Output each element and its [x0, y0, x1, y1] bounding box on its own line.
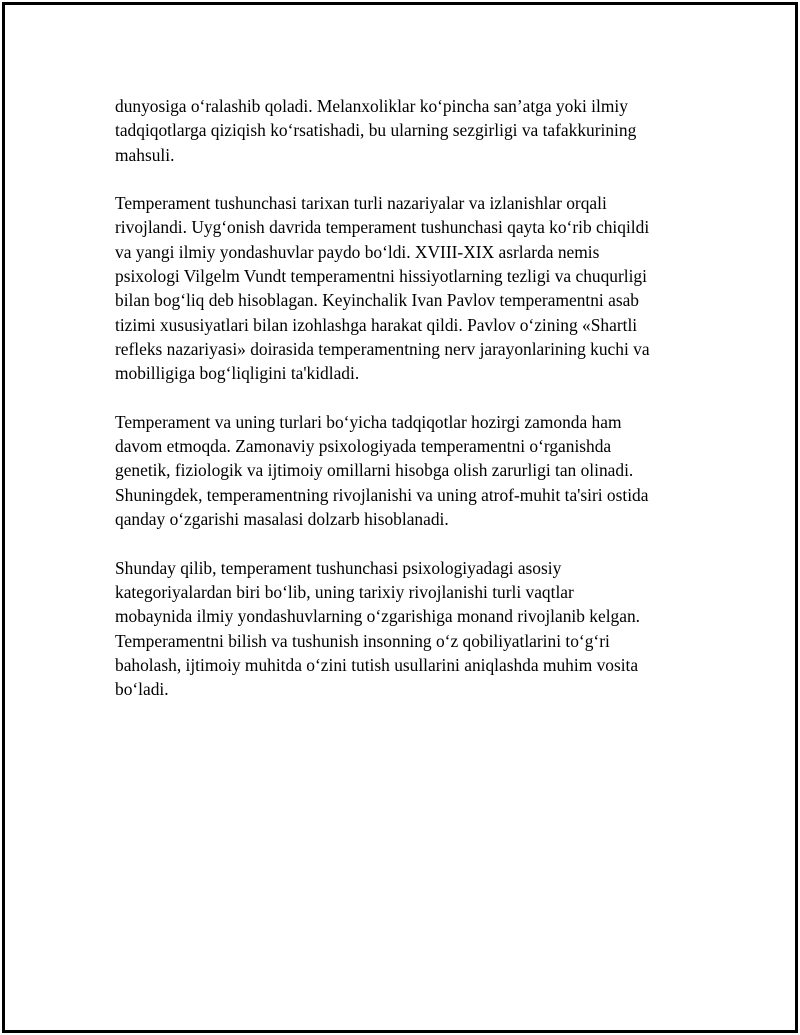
paragraph-melancholic-interests: dunyosiga o‘ralashib qoladi. Melanxoliklar ko‘pincha san’atga yoki ilmiy tadqiqotlarga qiziqish ko‘rsatishadi, bu ularning sezgirligi va tafakkurining mahsuli.	[115, 96, 637, 165]
document-body	[115, 94, 695, 726]
paragraph-historical-development: Temperament tushunchasi tarixan turli nazariyalar va izlanishlar orqali rivojlandi. Uyg‘onish davrida temperament tushunchasi qayta ko‘rib chiqildi va yangi ilmiy yondashuvlar paydo bo‘ldi. XVIII-XIX asrlarda nemis psixologi Vilgelm Vundt temperamentni hissiyotlarning tezligi va chuqurligi bilan bog‘liq deb hisoblagan. Keyinchalik Ivan Pavlov temperamentni asab tizimi xususiyatlari bilan izohlashga harakat qildi. Pavlov o‘zining «Shartli refleks nazariyasi» doirasida temperamentning nerv jarayonlarining kuchi va mobilligiga bog‘liqligini ta'kidladi.	[115, 193, 650, 384]
paragraph-modern-research: Temperament va uning turlari bo‘yicha tadqiqotlar hozirgi zamonda ham davom etmoqda. Zamonaviy psixologiyada temperamentni o‘rganishda genetik, fiziologik va ijtimoiy omillarni hisobga olish zarurligi tan olinadi. Shuningdek, temperamentning rivojlanishi va uning atrof-muhit ta'siri ostida qanday o‘zgarishi masalasi dolzarb hisoblanadi.	[115, 411, 649, 530]
paragraph-conclusion: Shunday qilib, temperament tushunchasi psixologiyadagi asosiy kategoriyalardan biri bo‘lib, uning tarixiy rivojlanishi turli vaqtlar mobaynida ilmiy yondashuvlarning o‘zgarishiga monand rivojlanib kelgan. Temperamentni bilish va tushunish insonning o‘z qobiliyatlarini to‘g‘ri baholash, ijtimoiy muhitda o‘zini tutish usullarini aniqlashda muhim vosita bo‘ladi.	[115, 557, 640, 700]
